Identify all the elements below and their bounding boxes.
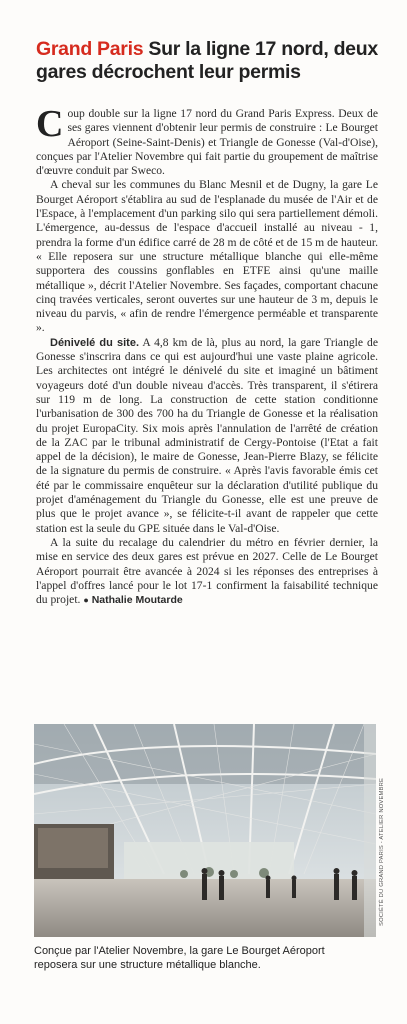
headline-text: Sur la ligne 17 nord, deux gares décrochent leur permis (36, 38, 378, 83)
article-body (36, 103, 378, 607)
author-signature: Nathalie Moutarde (91, 594, 183, 607)
drop-cap: C (36, 103, 64, 145)
headline-kicker: Grand Paris (36, 38, 144, 60)
paragraph-gonesse-text: A 4,8 km de là, plus au nord, la gare Triangle de Gonesse s'inscrira dans ce qui est aujourd'hui une vaste plaine agricole. Les architectes ont intégré le dénivelé du site et imaginé un bâtiment voyageurs doté d'un double niveau d'accès. Très transparent, il s'étirera sur 119 m de long. La construction de cette station conditionne l'urbanisation de 300 des 700 ha du Triangle de Gonesse et la réalisation du projet EuropaCity. Six mois après l'annulation de l'arrêté de création de la ZAC par le tribunal administratif de Cergy-Pontoise (l'Etat a fait appel de la décision), le maire de Gonesse, Jean-Pierre Blazy, se félicite de la signature du permis de construire. « Après l'avis favorable émis cet été par le commissaire enquêteur sur la déclaration d'utilité publique du projet d'aménagement du Triangle du Gonesse, elle est une preuve de plus que le projet avance », se félicite-t-il avant de rappeler que cette station est la seule du GPE située dans le Val-d'Oise. (36, 335, 378, 535)
photo-caption: Conçue par l'Atelier Novembre, la gare Le Bourget Aéroport reposera sur une structure métallique blanche. (34, 945, 325, 971)
bullet-icon: ● (83, 595, 89, 606)
station-rendering-image (34, 724, 376, 937)
photo-credit: SOCIÉTÉ DU GRAND PARIS - ATELIER NOVEMBRE (379, 777, 385, 926)
paragraph-intro (36, 103, 378, 178)
paragraph-calendar-text: A la suite du recalage du calendrier du métro en février dernier, la mise en service des deux gares est prévue en 2027. Celle de Le Bourget Aéroport pourrait être avancée à 2024 si les réponses des entreprises à l'appel d'offres lancé pour le lot 17-1 confirment la faisabilité technique du projet. (36, 535, 378, 607)
subhead: Dénivelé du site. (50, 336, 140, 349)
article-headline (36, 38, 386, 84)
paragraph-le-bourget: A cheval sur les communes du Blanc Mesnil et de Dugny, la gare Le Bourget Aéroport s'établira au sud de l'esplanade du musée de l'Air et de l'Espace, à l'emplacement d'un parking silo qui sera partiellement démoli. L'émergence, au-dessus de l'espace d'accueil installé au niveau - 1, prendra la forme d'un édifice carré de 28 m de côté et de 15 m de hauteur. « Elle reposera sur une structure métallique blanche qui elle-même supportera des coussins gonflables en ETFE ainsi qu'une maille métallique », décrit l'Atelier Novembre. Ses façades, comportant chacune cinq travées verticales, seront ouvertes sur une hauteur de 3 m, depuis le niveau du parvis, « afin de rendre l'émergence perméable et transparente ». (36, 178, 378, 335)
paragraph-intro-text: oup double sur la ligne 17 nord du Grand Paris Express. Deux de ses gares viennent d'obtenir leur permis de construire : Le Bourget Aéroport (Seine-Saint-Denis) et Triangle de Gonesse (Val-d'Oise), conçues par l'Atelier Novembre qui fait partie du groupement de maîtrise d'œuvre conduit par Sweco. (36, 107, 378, 178)
paragraph-calendar (36, 536, 378, 607)
paragraph-gonesse (36, 336, 378, 536)
